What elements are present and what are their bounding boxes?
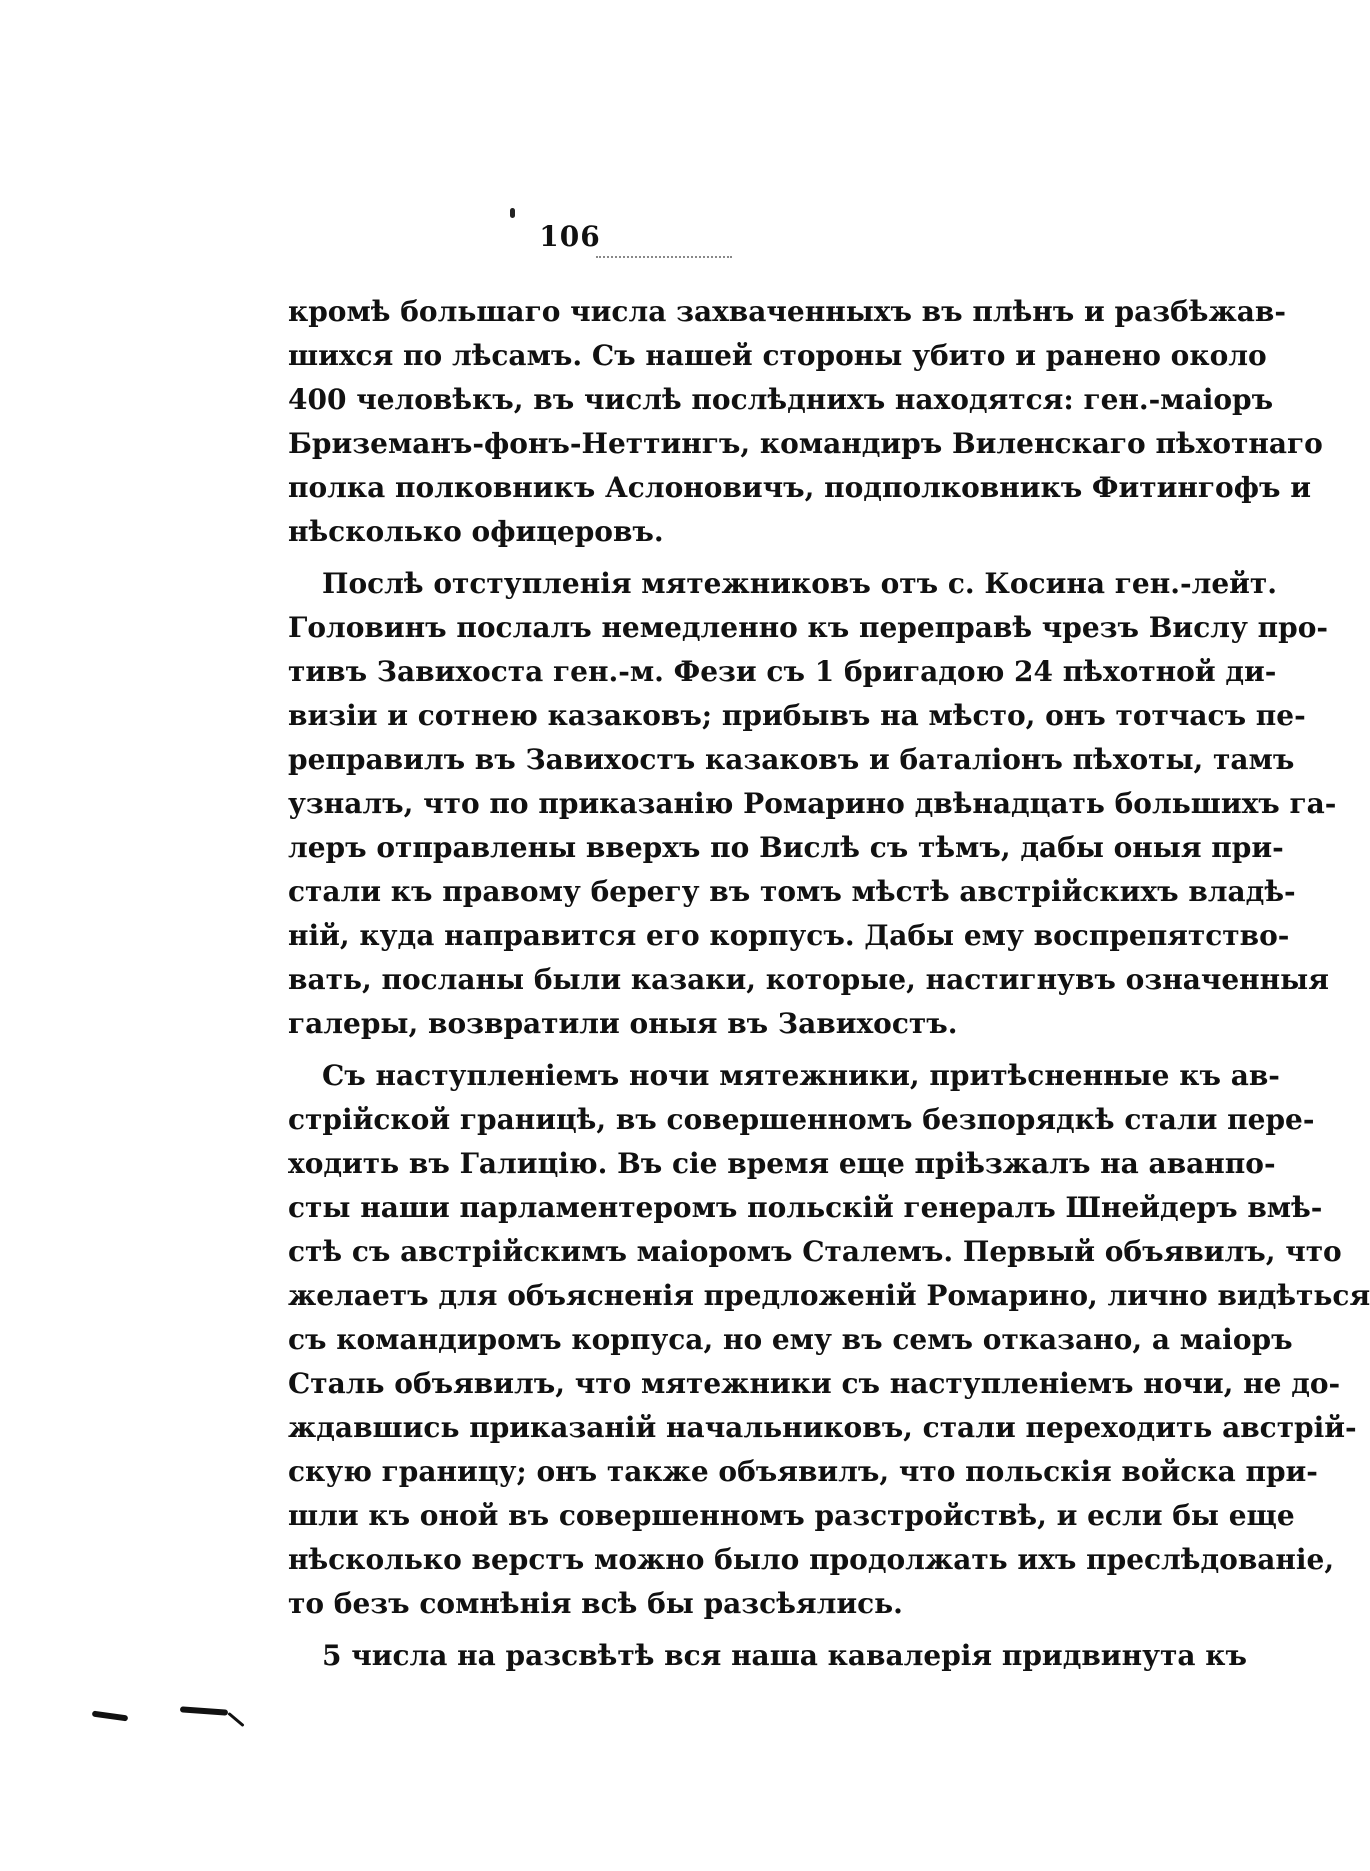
text-line: кромѣ большаго числа захваченныхъ въ плѣнъ и разбѣжав- xyxy=(288,295,1286,328)
text-line: желаетъ для объясненія предложеній Ромарино, лично видѣться xyxy=(288,1279,1370,1312)
text-line: узналъ, что по приказанію Ромарино двѣнадцать большихъ га- xyxy=(288,787,1337,820)
scan-mark xyxy=(92,1711,128,1722)
page-number: 106 xyxy=(539,220,601,253)
text-line: 400 человѣкъ, въ числѣ послѣднихъ находятся: ген.-маіоръ xyxy=(288,383,1274,416)
text-line: шихся по лѣсамъ. Съ нашей стороны убито и ранено около xyxy=(288,339,1267,372)
text-line: стрійской границѣ, въ совершенномъ безпорядкѣ стали пере- xyxy=(288,1103,1315,1136)
text-line: скую границу; онъ также объявилъ, что польскія войска при- xyxy=(288,1455,1318,1488)
text-line: Бриземанъ-фонъ-Неттингъ, командиръ Виленскаго пѣхотнаго xyxy=(288,427,1323,460)
text-line: ній, куда направится его корпусъ. Дабы ему воспрепятство- xyxy=(288,919,1290,952)
text-line: тивъ Завихоста ген.-м. Фези съ 1 бригадою 24 пѣхотной ди- xyxy=(288,655,1277,688)
paragraph xyxy=(288,562,1337,1046)
text-line: стали къ правому берегу въ томъ мѣстѣ австрійскихъ владѣ- xyxy=(288,875,1296,908)
text-line: полка полковникъ Аслоновичъ, подполковникъ Фитингофъ и xyxy=(288,471,1311,504)
text-line: нѣсколько офицеровъ. xyxy=(288,515,664,548)
page-speck xyxy=(510,208,515,218)
text-line: ходить въ Галицію. Въ сіе время еще пріѣзжалъ на аванпо- xyxy=(288,1147,1276,1180)
text-line: то безъ сомнѣнія всѣ бы разсѣялись. xyxy=(288,1587,903,1620)
text-line: леръ отправлены вверхъ по Вислѣ съ тѣмъ, дабы оныя при- xyxy=(288,831,1284,864)
text-line: Съ наступленіемъ ночи мятежники, притѣсненные къ ав- xyxy=(322,1059,1280,1092)
text-line: визіи и сотнею казаковъ; прибывъ на мѣсто, онъ тотчасъ пе- xyxy=(288,699,1306,732)
text-line: вать, посланы были казаки, которые, настигнувъ означенныя xyxy=(288,963,1329,996)
paragraph xyxy=(288,1634,1247,1678)
text-line: стѣ съ австрійскимъ маіоромъ Сталемъ. Первый объявилъ, что xyxy=(288,1235,1342,1268)
text-line: шли къ оной въ совершенномъ разстройствѣ, и если бы еще xyxy=(288,1499,1295,1532)
text-line: Послѣ отступленія мятежниковъ отъ с. Косина ген.-лейт. xyxy=(322,567,1277,600)
paragraph xyxy=(288,290,1323,554)
body-text xyxy=(288,290,1370,1678)
paragraph xyxy=(288,1054,1370,1626)
text-line: нѣсколько верстъ можно было продолжать ихъ преслѣдованіе, xyxy=(288,1543,1335,1576)
text-line: реправилъ въ Завихостъ казаковъ и баталіонъ пѣхоты, тамъ xyxy=(288,743,1295,776)
text-line: съ командиромъ корпуса, но ему въ семъ отказано, а маіоръ xyxy=(288,1323,1293,1356)
text-line: Головинъ послалъ немедленно къ переправѣ чрезъ Вислу про- xyxy=(288,611,1329,644)
scan-mark xyxy=(227,1712,244,1727)
text-line: 5 числа на разсвѣтѣ вся наша кавалерія придвинута къ xyxy=(322,1639,1247,1672)
text-line: сты наши парламентеромъ польскій генералъ Шнейдеръ вмѣ- xyxy=(288,1191,1323,1224)
scan-mark xyxy=(180,1706,228,1715)
text-line: Сталь объявилъ, что мятежники съ наступленіемъ ночи, не до- xyxy=(288,1367,1341,1400)
text-line: галеры, возвратили оныя въ Завихостъ. xyxy=(288,1007,958,1040)
text-line: ждавшись приказаній начальниковъ, стали переходить австрій- xyxy=(288,1411,1357,1444)
page-number-underline xyxy=(596,256,732,258)
